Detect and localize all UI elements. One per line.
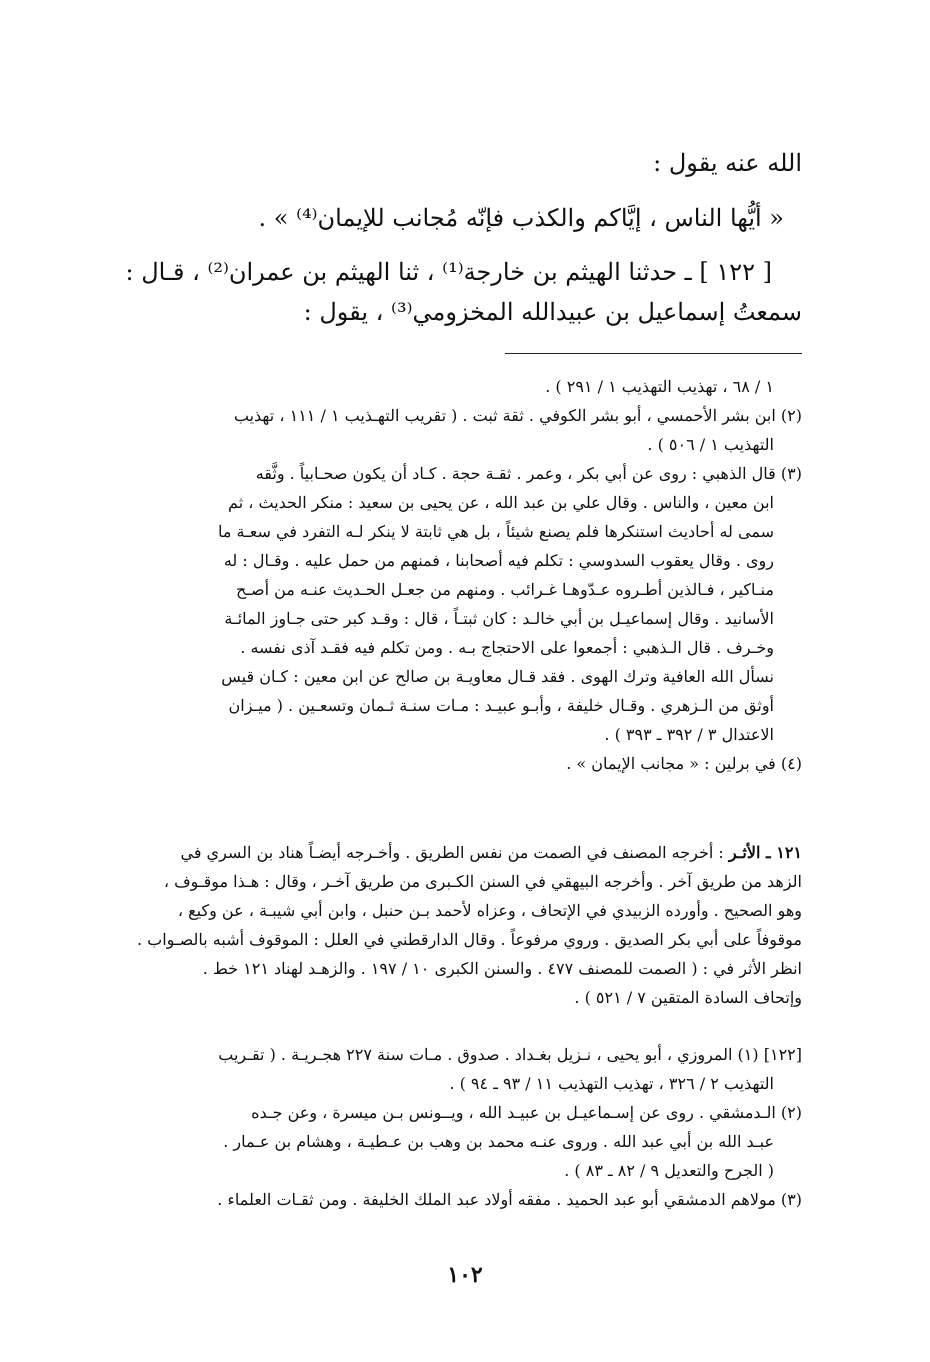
footnote-line: (٢) ابن بشر الأحمسي ، أبو بشر الكوفي . ثقة ثبت . ( تقريب التهـذيب ١ / ١١١ ، تهذيب — [233, 406, 802, 425]
main-line: الله عنه يقول : — [653, 149, 802, 177]
footnote-line: ابن معين ، والناس . وقال علي بن عبد الله ، عن يحيى بن سعيد : منكر الحديث ، ثم — [228, 493, 774, 512]
narration-line-1: [ ١٢٢ ] ـ حدثنا الهيثم بن خارجة⁽¹⁾ ، ثنا الهيثم بن عمران⁽²⁾ ، قـال : — [125, 258, 772, 286]
footnote-line: عبـد الله بن أبي عبد الله . وروى عنـه محمد بن وهب بن عـطيـة ، وهشام بن عـمار . — [223, 1132, 774, 1151]
footnote-line: ( الجرح والتعديل ٩ / ٨٢ ـ ٨٣ ) . — [564, 1161, 774, 1180]
main-text-quote — [84, 198, 802, 238]
athar-note-line: وهو الصحيح . وأورده الزبيدي في الإتحاف ، وعزاه لأحمد بـن حنبل ، وابن أبي شيبـة ، عن وكيع ، — [177, 901, 802, 920]
footnote-line: وخـرف . قال الـذهبي : أجمعوا على الاحتجاج بـه . ومن تكلم فيه فقـد آذى نفسه . — [240, 638, 774, 657]
quote-line: « أيُّها الناس ، إيَّاكم والكذب فإنّه مُجانب للإيمان⁽⁴⁾ » . — [258, 204, 784, 232]
footnote-line: (٢) الـدمشقي . روى عن إسـماعيـل بن عبيـد الله ، ويــونس بـن ميسرة ، وعن جـده — [251, 1103, 802, 1122]
footnote-line: الاعتدال ٣ / ٣٩٢ ـ ٣٩٣ ) . — [604, 725, 774, 744]
footnote-line: ١ / ٦٨ ، تهذيب التهذيب ١ / ٢٩١ ) . — [545, 377, 774, 396]
athar-note-line: موقوفاً على أبي بكر الصديق . وروي مرفوعاً . وقال الدارقطني في العلل : الموقوف أشبه بالصـواب . — [136, 930, 802, 949]
footnote-line: أوثق من الـزهري . وقـال خليفة ، وأبـو عبيـد : مـات سنـة ثـمان وتسعـين . ( ميـزان — [228, 696, 774, 715]
footnote-line: نسأل الله العافية وترك الهوى . فقد قـال معاويـة بن صالح عن ابن معين : كـان قيس — [221, 667, 774, 686]
athar-note-line: الزهد من طريق آخر . وأخرجه البيهقي في السنن الكـبرى من طريق آخـر ، وقال : هـذا موقـوف ، — [163, 872, 802, 891]
athar-note-line: وإتحاف السادة المتقين ٧ / ٥٢١ ) . — [574, 988, 802, 1007]
footnote-line: منـاكير ، فـالذين أطـروه عـدّوهـا غـرائب . ومنهم من جعـل الحـديث عنـه من أصـح — [235, 580, 774, 599]
footnote-line: التهذيب ١ / ٥٠٦ ) . — [647, 435, 774, 454]
footnote-line: التهذيب ٢ / ٣٢٦ ، تهذيب التهذيب ١١ / ٩٣ ـ ٩٤ ) . — [449, 1074, 774, 1093]
athar-note-line: انظر الأثر في : ( الصمت للمصنف ٤٧٧ . والسنن الكبرى ١٠ / ١٩٧ . والزهـد لهناد ١٢١ خط . — [202, 959, 802, 978]
footnote-line: روى . وقال يعقوب السدوسي : تكلم فيه أصحابنا ، فمنهم من حمل عليه . وقـال : له — [223, 551, 774, 570]
athar-note-first-line — [102, 838, 802, 867]
footnote-separator — [505, 353, 802, 354]
footnote-line: (٤) في برلين : « مجانب الإيمان » . — [566, 754, 802, 773]
narration-line-2: سمعتُ إسماعيل بن عبيدالله المخزومي⁽³⁾ ، يقول : — [303, 298, 802, 326]
athar-text: : أخرجه المصنف في الصمت من نفس الطريق . وأخـرجه أيضـاً هناد بن السري في — [180, 843, 729, 862]
main-text-line-1 — [102, 143, 802, 183]
page-number: ١٠٢ — [447, 1262, 483, 1288]
athar-label: ١٢١ ـ الأثـر — [728, 843, 802, 862]
footnote-line: (٣) قال الذهبي : روى عن أبي بكر ، وعمر . ثقـة حجة . كـاد أن يكون صحـابياً . وثَّقه — [255, 464, 802, 483]
footnotes-block-a — [102, 372, 802, 778]
footnote-line: (٣) مولاهم الدمشقي أبو عبد الحميد . مفقه أولاد عبد الملك الخليفة . ومن ثقـات العلماء . — [217, 1190, 802, 1209]
main-text-narration — [102, 252, 802, 332]
footnotes-block-c — [102, 1040, 802, 1214]
footnote-line: الأسانيد . وقال إسماعيـل بن أبي خالـد : كان ثبتـاً ، قال : وقـد كبر حتى جـاوز المائـة — [224, 609, 774, 628]
footnote-line: سمى له أحاديث استنكرها فلم يصنع شيئاً ، بل هي ثابتة لا ينكر لـه التفرد في سعـة ما — [217, 522, 774, 541]
footnote-line: [١٢٢] (١) المروزي ، أبو يحيى ، نـزيل بغـداد . صدوق . مـات سنة ٢٢٧ هجـريـة . ( تقـريب — [218, 1045, 802, 1064]
footnotes-block-b — [102, 838, 802, 1012]
